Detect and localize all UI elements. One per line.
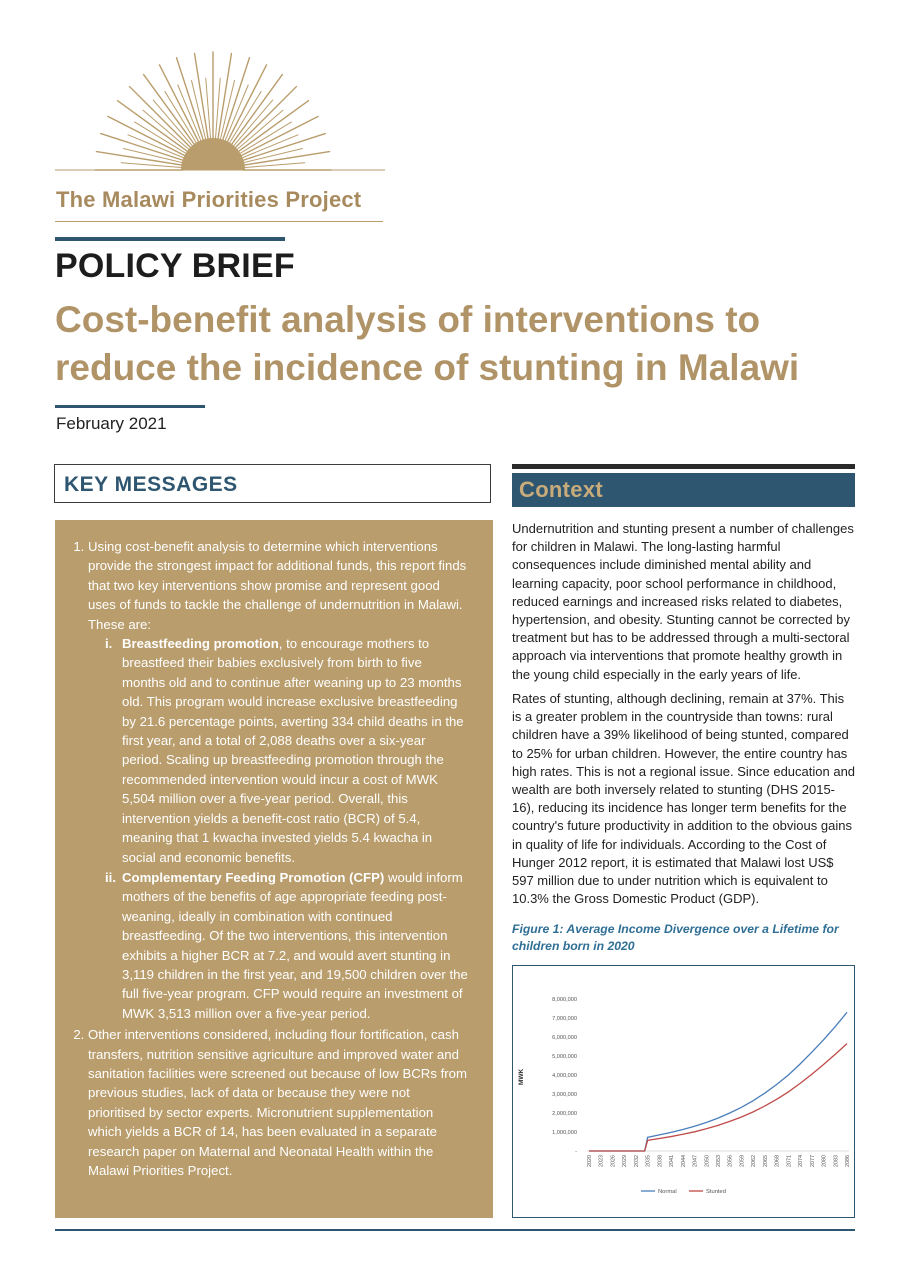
sun-ray (135, 122, 188, 154)
sun-disc (181, 138, 245, 170)
cfp-title: Complementary Feeding Promotion (CFP) (122, 869, 385, 885)
x-tick-label: 2026 (610, 1155, 617, 1167)
key-message-sub-i (105, 634, 468, 867)
x-tick-label: 2050 (704, 1155, 711, 1167)
sun-ray (195, 53, 209, 140)
project-name: The Malawi Priorities Project (56, 187, 362, 212)
x-tick-label: 2086 (845, 1155, 851, 1167)
x-tick-label: 2059 (739, 1155, 746, 1167)
breastfeeding-title: Breastfeeding promotion (122, 636, 279, 652)
x-tick-label: 2044 (680, 1155, 687, 1167)
key-messages-heading: KEY MESSAGES (64, 473, 238, 496)
y-tick-label: - (575, 1149, 577, 1155)
context-paragraph-1: Undernutrition and stunting present a number of challenges for children in Malawi. The long-lasting harmful consequences include diminished mental ability and learning capacity, poor school performance in childhood, reduced earnings and increased risks related to diabetes, hypertension, and obesity. Stunting cannot be corrected by treatment but has to be addressed through a multi-sectoral approach via interventions that promote healthy growth in the young child especially in the early years of life. (512, 521, 854, 682)
sun-ray (243, 152, 330, 166)
publication-date: February 2021 (56, 414, 167, 433)
document-type: POLICY BRIEF (55, 247, 295, 285)
x-tick-label: 2074 (798, 1155, 805, 1167)
y-tick-label: 7,000,000 (552, 1016, 577, 1022)
sun-ray (239, 122, 292, 154)
x-tick-label: 2077 (809, 1155, 816, 1167)
series-line-normal (589, 1012, 847, 1151)
x-tick-label: 2056 (727, 1155, 734, 1167)
project-name-underline (55, 221, 383, 222)
x-tick-label: 2065 (762, 1155, 769, 1167)
sun-ray (177, 58, 204, 142)
context-paragraph-2: Rates of stunting, although declining, remain at 37%. This is a greater problem in the countryside than towns: rural children have a 39% likelihood of being stunted, compared to 25% for urban children. However, the entire country has high rates. This is not a regional issue. Since education and wealth are both inversely related to stunting (DHS 2015-16), reducing its incidence has longer term benefits for the country's future productivity in addition to the obvious gains in quality of life for individuals. According to the Cost of Hunger 2012 report, it is estimated that Malawi lost US$ 597 million due to under nutrition which is equivalent to 10.3% the Gross Domestic Product (GDP). (512, 691, 856, 907)
x-tick-label: 2041 (669, 1155, 676, 1167)
series-line-stunted (589, 1044, 847, 1151)
key-message-item-1 (88, 537, 468, 1023)
context-heading: Context (519, 477, 603, 502)
x-tick-label: 2047 (692, 1155, 699, 1167)
sun-ray (218, 53, 232, 140)
x-tick-label: 2062 (751, 1155, 758, 1167)
key-message-sub-ii (105, 868, 468, 1023)
x-tick-label: 2071 (786, 1155, 793, 1167)
x-tick-label: 2032 (633, 1155, 640, 1167)
sun-ray (222, 58, 249, 142)
sunrise-logo-icon (55, 30, 385, 190)
y-tick-label: 8,000,000 (552, 997, 577, 1003)
context-top-bar (512, 464, 855, 469)
title-top-rule (55, 237, 285, 241)
figure-frame (512, 965, 855, 1218)
x-tick-label: 2083 (833, 1155, 840, 1167)
roman-marker-ii: ii. (105, 869, 116, 885)
key-message-1-intro: Using cost-benefit analysis to determine which interventions provide the strongest impact for additional funds, this report finds that two key interventions show promise and represent good uses of funds to tackle the challenge of undernutrition in Malawi. These are: (88, 539, 467, 632)
y-tick-label: 3,000,000 (552, 1092, 577, 1098)
sun-ray (101, 134, 185, 161)
y-tick-label: 4,000,000 (552, 1073, 577, 1079)
sun-ray (96, 152, 183, 166)
y-tick-label: 5,000,000 (552, 1054, 577, 1060)
x-tick-label: 2080 (821, 1155, 828, 1167)
sun-ray (229, 92, 261, 145)
x-tick-label: 2035 (645, 1155, 652, 1167)
date-rule (55, 405, 205, 408)
x-tick-label: 2038 (657, 1155, 664, 1167)
cfp-text: would inform mothers of the benefits of age appropriate feeding post-weaning, ideally in combination with continued breastfeeding. Of the two interventions, this intervention exhibits a higher BCR at 7.2, and would avert stunting in 3,119 children in the first year, and 19,500 children over the full five-year program. CFP would require an investment of MWK 3,513 million over a five-year period. (122, 869, 468, 1021)
key-message-2-text: Other interventions considered, including flour fortification, cash transfers, nutrition sensitive agriculture and improved water and sanitation facilities were screened out because of low BCRs from previous studies, lack of data or because they were not prioritised by sector experts. Micronutrient supplementation which yields a BCR of 14, has been evaluated in a separate research paper on Maternal and Neonatal Health within the Malawi Priorities Project. (88, 1027, 467, 1178)
roman-marker-i: i. (105, 636, 113, 652)
x-tick-label: 2023 (598, 1155, 605, 1167)
page-title: Cost-benefit analysis of interventions to reduce the incidence of stunting in Malawi (55, 299, 800, 388)
key-message-item-2 (88, 1025, 468, 1180)
x-tick-label: 2053 (716, 1155, 722, 1167)
legend-label: Normal (658, 1189, 677, 1195)
y-axis-label: MWK (518, 1068, 525, 1085)
bottom-rule (55, 1229, 855, 1231)
sun-ray (165, 92, 197, 145)
figure-caption: Figure 1: Average Income Divergence over a Lifetime for children born in 2020 (512, 922, 839, 953)
legend-label: Stunted (706, 1189, 726, 1195)
key-messages-list (70, 537, 468, 1182)
x-tick-label: 2029 (622, 1155, 629, 1167)
breastfeeding-text: , to encourage mothers to breastfeed their babies exclusively from birth to five months old and to continue after weaning up to 23 months old. This program would increase exclusive breastfeeding by 21.6 percentage points, averting 334 child deaths in the first year, and a total of 2,088 deaths over a six-year period. Scaling up breastfeeding promotion through the recommended intervention would incur a cost of MWK 5,504 million over a five-year period. Overall, this intervention yields a benefit-cost ratio (BCR) of 5.4, meaning that 1 kwacha invested yields 5.4 kwacha in social and economic benefits. (122, 636, 464, 865)
x-tick-label: 2068 (774, 1155, 781, 1167)
y-tick-label: 1,000,000 (552, 1130, 577, 1136)
income-divergence-chart (513, 966, 854, 1217)
sun-ray (242, 134, 326, 161)
y-tick-label: 2,000,000 (552, 1111, 577, 1117)
x-tick-label: 2020 (587, 1155, 593, 1167)
y-tick-label: 6,000,000 (552, 1035, 577, 1041)
